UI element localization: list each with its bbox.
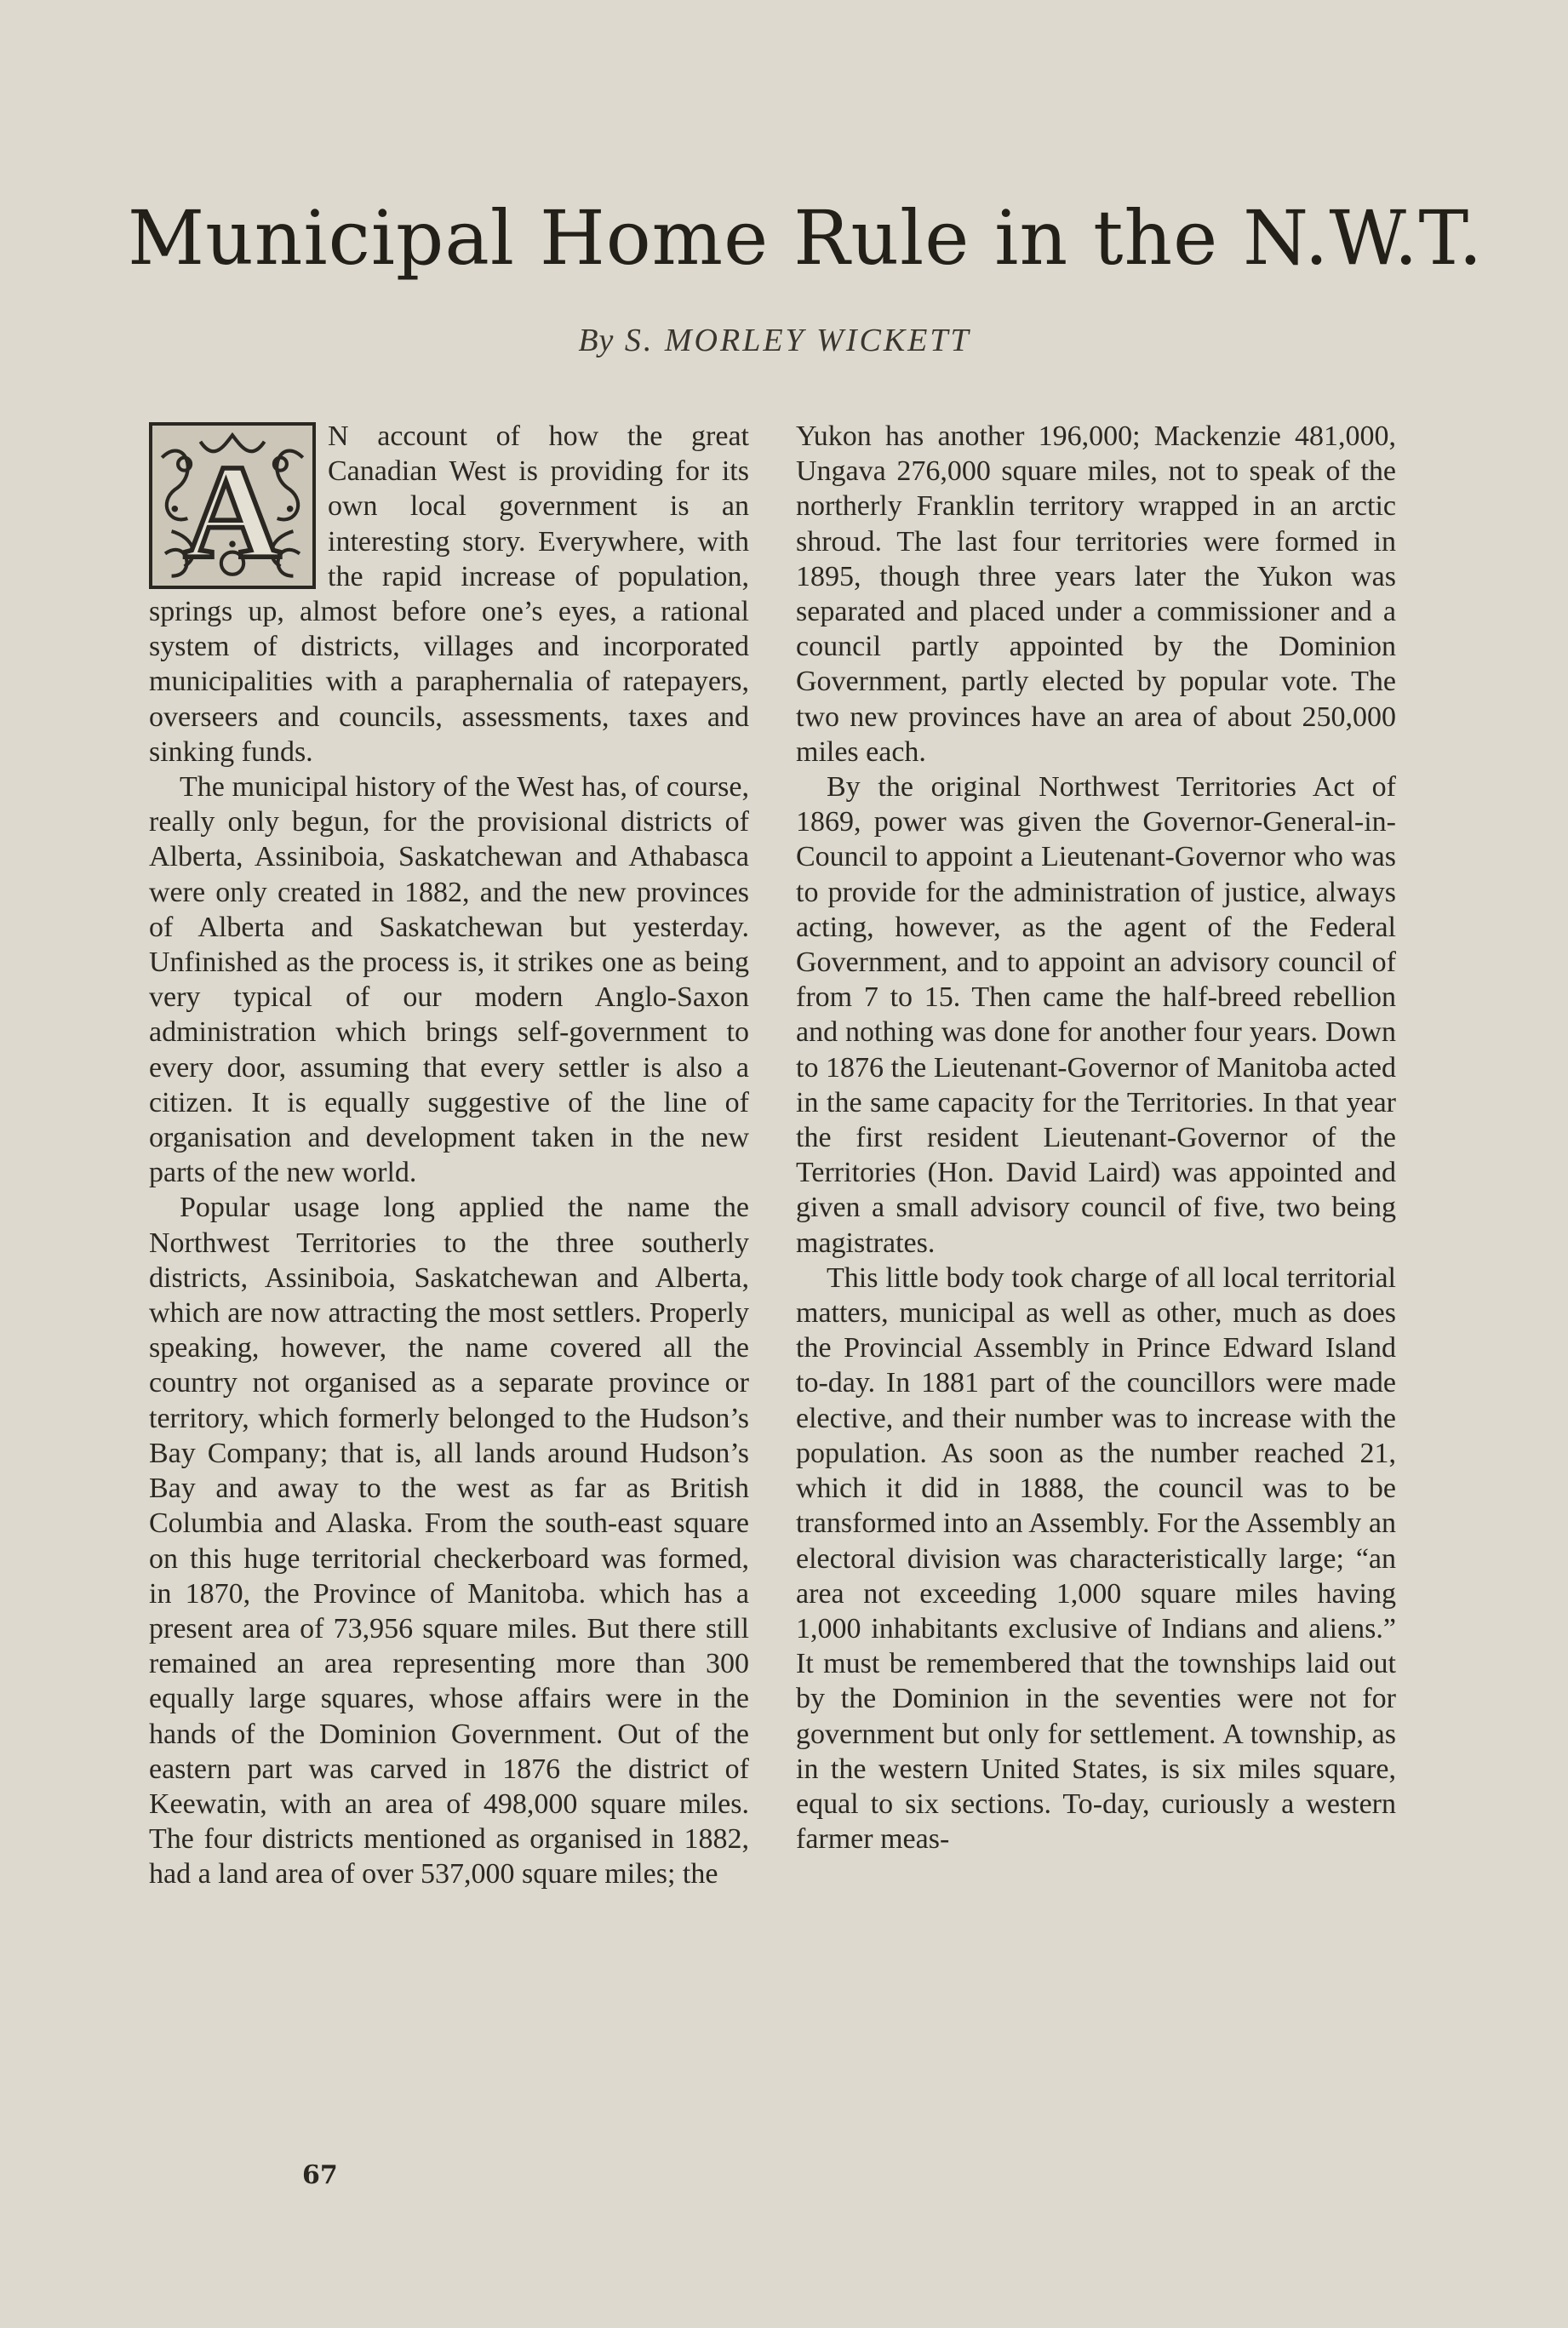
paragraph: Popular usage long applied the name the Northwest Territories to the three southerly districts, Assiniboia, Saskatchewan and Alberta, which are now attracting the most settlers. Properly speaking, however, the name covered all the country not organised as a separate province or territory, which formerly belonged to the Hudson’s Bay Company; that is, all lands around Hudson’s Bay and away to the west as far as British Columbia and Alaska. From the south-east square on this huge territorial checkerboard was formed, in 1870, the Province of Manitoba. which has a present area of 73,956 square miles. But there still remained an area representing more than 300 equally large squares, whose affairs were in the hands of the Dominion Government. Out of the eastern part was carved in 1876 the district of Keewatin, with an area of 498,000 square miles. The four districts mentioned as organised in 1882, had a land area of over 537,000 square miles; the [149,1192,749,1890]
page-number: 67 [302,2160,338,2190]
text-column-left [149,419,749,1892]
paragraph: Yukon has another 196,000; Mackenzie 481,000, Ungava 276,000 square miles, not to speak of the northerly Franklin territory wrapped in an arctic shroud. The last four territories were formed in 1895, though three years later the Yukon was separated and placed under a commissioner and a council partly appointed by the Dominion Government, partly elected by popular vote. The two new provinces have an area of about 250,000 miles each. [796,420,1396,768]
byline [128,322,1422,359]
paragraph: The municipal history of the West has, of course, really only begun, for the provisional districts of Alberta, Assiniboia, Saskatchewan and Athabasca were only created in 1882, and the new provinces of Alberta and Saskatchewan but yesterday. Unfinished as the process is, it strikes one as being very typical of our modern Anglo-Saxon administration which brings self-government to every door, assuming that every settler is also a citizen. It is equally suggestive of the line of organisation and development taken in the new parts of the new world. [149,771,749,1189]
paragraph: By the original Northwest Territories Act of 1869, power was given the Governor-General-in-Council to appoint a Lieutenant-Governor who was to provide for the administration of justice, always acting, however, as the agent of the Federal Government, and to appoint an advisory council of from 7 to 15. Then came the half-breed rebellion and nothing was done for another four years. Down to 1876 the Lieutenant-Governor of Manitoba acted in the same capacity for the Territories. In that year the first resident Lieutenant-Governor of the Territories (Hon. David Laird) was appointed and given a small advisory council of five, two being magistrates. [796,771,1396,1259]
decorative-drop-cap [149,422,316,589]
author-name: S. MORLEY WICKETT [624,323,971,358]
drop-cap-letter: A [183,438,282,586]
paragraph: N account of how the great Canadian West is providing for its own local government is an interesting story. Everywhere, with the rapid increase of population, springs up, almost before one’s eyes, a rational system of districts, villages and incorporated municipalities with a paraphernalia of ratepayers, overseers and councils, assessments, taxes and sinking funds. [149,420,749,768]
byline-prefix: By [578,323,615,358]
article-title: Municipal Home Rule in the N.W.T. [128,194,1484,282]
text-column-right [796,419,1396,1856]
paragraph: This little body took charge of all local territorial matters, municipal as well as other, much as does the Provincial Assembly in Prince Edward Island to-day. In 1881 part of the councillors were made elective, and their number was to increase with the population. As soon as the number reached 21, which it did in 1888, the council was to be transformed into an Assembly. For the Assembly an electoral division was characteristically large; “an area not exceeding 1,000 square miles having 1,000 inhabitants exclusive of Indians and aliens.” It must be remembered that the townships laid out by the Dominion in the seventies were not for government but only for settlement. A township, as in the western United States, is six miles square, equal to six sections. To-day, curiously a western farmer meas- [796,1261,1396,1856]
